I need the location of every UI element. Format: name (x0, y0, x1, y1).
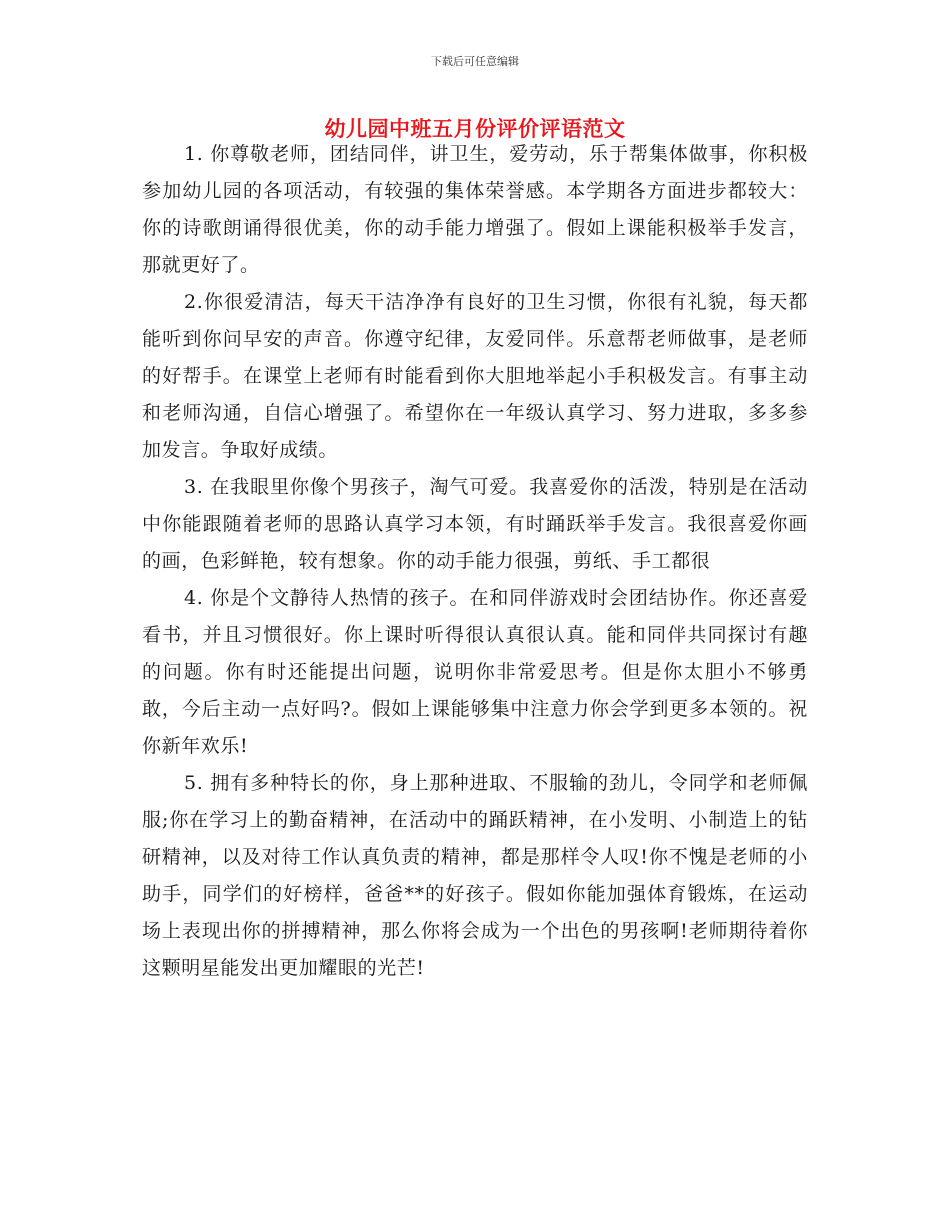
paragraph-4: 4. 你是个文静待人热情的孩子。在和同伴游戏时会团结协作。你还喜爱看书，并且习惯很好。你上课时听得很认真很认真。能和同伴共同探讨有趣的问题。你有时还能提出问题，说明你非常爱思考。但是你太胆小不够勇敢，今后主动一点好吗?。假如上课能够集中注意力你会学到更多本领的。祝你新年欢乐! (142, 587, 808, 757)
paragraph-5: 5. 拥有多种特长的你，身上那种进取、不服输的劲儿，令同学和老师佩服;你在学习上的勤奋精神，在活动中的踊跃精神，在小发明、小制造上的钻研精神，以及对待工作认真负责的精神，都是那样令人叹!你不愧是老师的小助手，同学们的好榜样，爸爸**的好孩子。假如你能加强体育锻炼，在运动场上表现出你的拼搏精神，那么你将会成为一个出色的男孩啊!老师期待着你这颗明星能发出更加耀眼的光芒! (142, 772, 808, 979)
paragraph-3: 3. 在我眼里你像个男孩子，淘气可爱。我喜爱你的活泼，特别是在活动中你能跟随着老师的思路认真学习本领，有时踊跃举手发言。我很喜爱你画的画，色彩鲜艳，较有想象。你的动手能力很强，剪纸、手工都很 (142, 476, 808, 572)
header-note: 下载后可任意编辑 (431, 55, 519, 68)
document-title: 幼儿园中班五月份评价评语范文 (324, 116, 626, 141)
paragraph-1: 1. 你尊敬老师，团结同伴，讲卫生，爱劳动，乐于帮集体做事，你积极参加幼儿园的各项活动，有较强的集体荣誉感。本学期各方面进步都较大：你的诗歌朗诵得很优美，你的动手能力增强了。假如上课能积极举手发言，那就更好了。 (142, 143, 808, 276)
document-body (142, 136, 808, 987)
paragraph-2: 2.你很爱清洁，每天干洁净净有良好的卫生习惯，你很有礼貌，每天都能听到你问早安的声音。你遵守纪律，友爱同伴。乐意帮老师做事，是老师的好帮手。在课堂上老师有时能看到你大胆地举起小手积极发言。有事主动和老师沟通，自信心增强了。希望你在一年级认真学习、努力进取，多多参加发言。争取好成绩。 (142, 291, 808, 461)
